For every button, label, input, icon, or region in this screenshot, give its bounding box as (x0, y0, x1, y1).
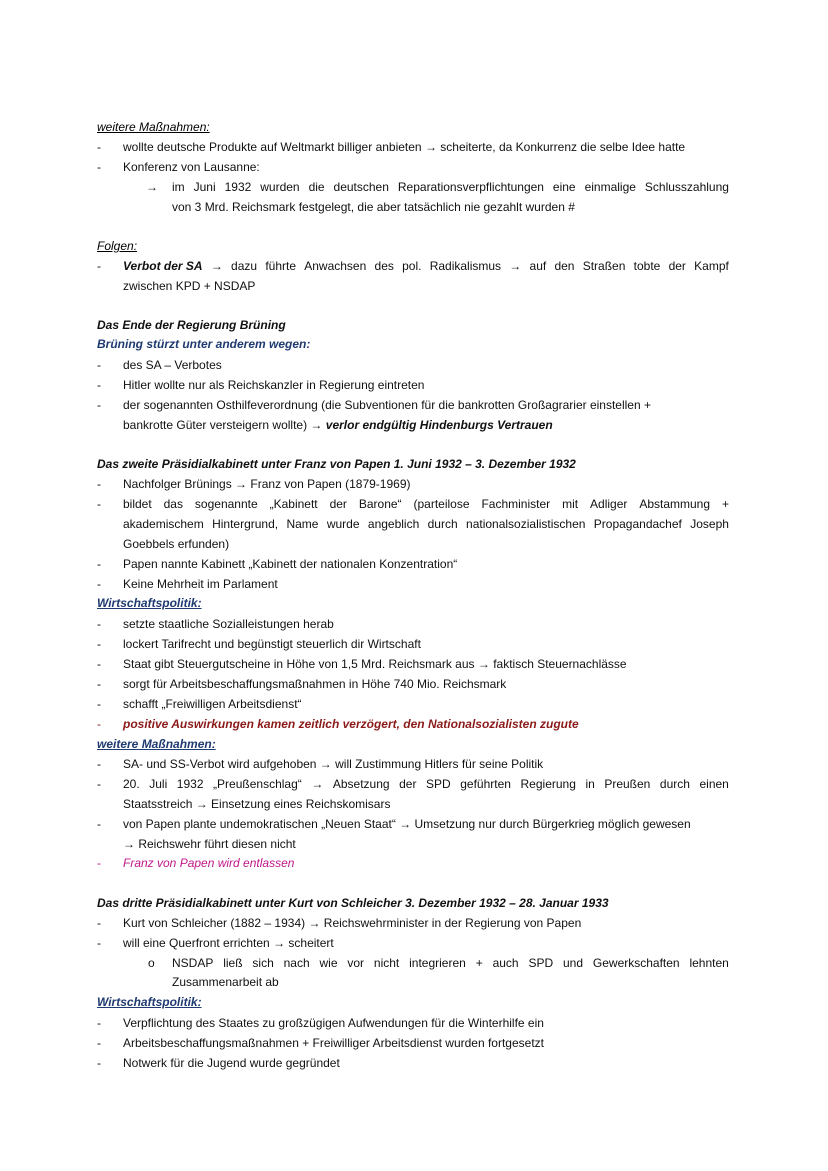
bullet-dash: - (97, 916, 101, 930)
sub-item-line-2: Zusammenarbeit ab (172, 975, 279, 989)
heading-weitere-massnahmen-1 (0, 117, 828, 137)
word: Hintergrund, (212, 517, 279, 531)
list-item-text: Konferenz von Lausanne: (123, 160, 260, 174)
word: angeblich (367, 517, 420, 531)
word: Gewerkschaften (592, 956, 680, 970)
word: führte (265, 259, 296, 273)
list-item-text: des SA – Verbotes (123, 358, 222, 372)
list-item-text: von Papen plante undemokratischen „Neuen Staat“ → Umsetzung nur durch Bürgerkrieg möglich gewesen (123, 817, 691, 831)
list-item-continued (0, 794, 828, 814)
bullet-dash: - (97, 378, 101, 392)
list-item-text: Notwerk für die Jugend wurde gegründet (123, 1056, 340, 1070)
bullet-dash: - (97, 757, 101, 771)
word: „Kabinett (269, 497, 318, 511)
section-title: Das zweite Präsidialkabinett unter Franz von Papen 1. Juni 1932 – 3. Dezember 1932 (97, 457, 576, 471)
list-item-line-3: Goebbels erfunden) (123, 537, 230, 551)
list-item (0, 474, 828, 494)
sub-item-line-1 (172, 953, 729, 973)
word: SPD (528, 956, 554, 970)
list-item-line-1 (123, 256, 729, 276)
sub-list-item-continued (0, 972, 828, 992)
word: + (721, 497, 729, 511)
word: nicht (373, 956, 400, 970)
bullet-dash: - (97, 717, 101, 731)
word: 20. (123, 777, 140, 791)
word: wurde (326, 517, 360, 531)
section-title-ende-bruening (0, 315, 828, 335)
word: wie (319, 956, 338, 970)
list-item-continued (0, 276, 828, 296)
list-item-text: SA- und SS-Verbot wird aufgehoben → will Zustimmung Hitlers für seine Politik (123, 757, 544, 771)
word: durch (427, 517, 458, 531)
list-item (0, 913, 828, 933)
word: wurden (260, 180, 300, 194)
word: Name (286, 517, 319, 531)
word: Joseph (690, 517, 729, 531)
bullet-dash: - (97, 259, 101, 273)
section-title-schleicher (0, 893, 828, 913)
sub-list-item (0, 953, 828, 973)
heading-text: Folgen: (97, 239, 138, 253)
word: Barone“ (358, 497, 402, 511)
word: deutschen (333, 180, 389, 194)
word: Absetzung (332, 777, 390, 791)
heading-text: Wirtschaftspolitik: (97, 995, 202, 1009)
list-item-text: Kurt von Schleicher (1882 – 1934) → Reichswehrminister in der Regierung von Papen (123, 916, 582, 930)
sub-list-item (0, 177, 828, 197)
list-item (0, 1053, 828, 1073)
list-item-text: Nachfolger Brünings → Franz von Papen (1879-1969) (123, 477, 411, 491)
heading-text: weitere Maßnahmen: (97, 120, 210, 134)
list-item-text: setzte staatliche Sozialleistungen herab (123, 617, 334, 631)
bullet-dash: - (97, 557, 101, 571)
list-item (0, 634, 828, 654)
list-item (0, 157, 828, 177)
list-item-continued (0, 514, 828, 534)
bullet-dash: - (97, 617, 101, 631)
circle-bullet-icon: o (148, 956, 155, 970)
word: Radikalismus (429, 259, 502, 273)
bullet-dash: - (97, 637, 101, 651)
word: Abstammung (639, 497, 711, 511)
word: → (311, 777, 324, 791)
word: nationalsozialistischen (466, 517, 586, 531)
word: Preußen (604, 777, 651, 791)
list-item (0, 654, 828, 674)
word: + (475, 956, 483, 970)
word: Reparationsverpflichtungen (397, 180, 544, 194)
bullet-dash: - (97, 1036, 101, 1050)
list-item-text: Staat gibt Steuergutscheine in Höhe von 1,5 Mrd. Reichsmark aus → faktisch Steuernachlässe (123, 657, 627, 671)
list-item-continued (0, 834, 828, 854)
word: der (329, 497, 347, 511)
list-item (0, 754, 828, 774)
word: Adliger (590, 497, 628, 511)
list-item-continued (0, 534, 828, 554)
bullet-dash: - (97, 1016, 101, 1030)
word: auch (492, 956, 519, 970)
bullet-dash: - (97, 936, 101, 950)
list-item (0, 375, 828, 395)
word: Straßen (582, 259, 626, 273)
bullet-dash: - (97, 1056, 101, 1070)
sub-list-item-continued (0, 197, 828, 217)
bullet-dash: - (97, 777, 101, 791)
bullet-dash: - (97, 856, 101, 870)
list-item-line-1 (123, 494, 729, 514)
list-item (0, 554, 828, 574)
word: im (172, 180, 185, 194)
list-item-text: Papen nannte Kabinett „Kabinett der nationalen Konzentration“ (123, 557, 458, 571)
heading-wirtschaftspolitik-2 (0, 992, 828, 1012)
word: 1932 (176, 777, 204, 791)
list-item (0, 494, 828, 514)
word: mit (562, 497, 579, 511)
word: → (509, 259, 522, 273)
list-item-text: der sogenannten Osthilfeverordnung (die Subventionen für die bankrotten Großagrarier einstellen + (123, 398, 651, 412)
list-item-text: Arbeitsbeschaffungsmaßnahmen + Freiwilliger Arbeitsdienst wurden fortgesetzt (123, 1036, 544, 1050)
word: des (374, 259, 394, 273)
bullet-dash: - (97, 160, 101, 174)
list-item-text: wollte deutsche Produkte auf Weltmarkt billiger anbieten → scheiterte, da Konkurrenz die selbe Idee hatte (123, 140, 686, 154)
list-item-text: will eine Querfront errichten → scheitert (123, 936, 334, 950)
sub-item-line-2: von 3 Mrd. Reichsmark festgelegt, die aber tatsächlich nie gezahlt wurden # (172, 200, 575, 214)
word: das (163, 497, 183, 511)
word: (parteilose (413, 497, 470, 511)
list-item (0, 137, 828, 157)
word: durch (659, 777, 690, 791)
list-item-line-1 (123, 774, 729, 794)
list-item-line-2: zwischen KPD + NSDAP (123, 279, 256, 293)
list-item (0, 674, 828, 694)
word: der (668, 259, 686, 273)
emphasis-text: verlor endgültig Hindenburgs Vertrauen (325, 418, 553, 432)
word: NSDAP (172, 956, 214, 970)
emphasis-text: Verbot der SA (123, 259, 203, 273)
bullet-dash: - (97, 497, 101, 511)
list-item (0, 694, 828, 714)
list-item-line-2 (123, 514, 729, 534)
word: nach (283, 956, 310, 970)
word: einen (699, 777, 729, 791)
bullet-dash: - (97, 140, 101, 154)
word: Schlusszahlung (644, 180, 729, 194)
list-item-text: sorgt für Arbeitsbeschaffungsmaßnahmen in Höhe 740 Mio. Reichsmark (123, 677, 507, 691)
list-item-text: Verpflichtung des Staates zu großzügigen Aufwendungen für die Winterhilfe ein (123, 1016, 544, 1030)
highlight-text: Franz von Papen wird entlassen (123, 856, 295, 870)
list-item-continued (0, 415, 828, 435)
plain-text: bankrotte Güter versteigern wollte) → (123, 418, 323, 432)
word: und (563, 956, 584, 970)
list-item-line-2: → Reichswehr führt diesen nicht (123, 837, 296, 851)
bullet-dash: - (97, 477, 101, 491)
word: bildet (123, 497, 152, 511)
word: integrieren (409, 956, 466, 970)
highlight-text: positive Auswirkungen kamen zeitlich verzögert, den Nationalsozialisten zugute (123, 717, 579, 731)
word: Juni (193, 180, 216, 194)
word: den (554, 259, 575, 273)
list-item (0, 574, 828, 594)
list-item (0, 933, 828, 953)
word: „Preußenschlag“ (213, 777, 302, 791)
word: → (210, 259, 223, 273)
word: eine (552, 180, 576, 194)
word: in (585, 777, 595, 791)
list-item (0, 355, 828, 375)
list-item (0, 614, 828, 634)
word: ließ (223, 956, 243, 970)
word: der (399, 777, 417, 791)
word: einmalige (584, 180, 636, 194)
section-title: Das dritte Präsidialkabinett unter Kurt von Schleicher 3. Dezember 1932 – 28. Januar 1933 (97, 896, 609, 910)
word: Anwachsen (304, 259, 367, 273)
bullet-dash: - (97, 398, 101, 412)
list-item-highlight (0, 853, 828, 873)
word: auf (529, 259, 547, 273)
word: geführten (460, 777, 511, 791)
word: pol. (402, 259, 422, 273)
list-item (0, 774, 828, 794)
word: 1932 (224, 180, 252, 194)
list-item (0, 814, 828, 834)
bullet-dash: - (97, 817, 101, 831)
list-item-line-2: Staatsstreich → Einsetzung eines Reichskomisars (123, 797, 391, 811)
heading-folgen (0, 236, 828, 256)
word: Regierung (520, 777, 576, 791)
word: Juli (149, 777, 168, 791)
word: sogenannte (194, 497, 258, 511)
list-item (0, 1013, 828, 1033)
bullet-dash: - (97, 677, 101, 691)
bullet-dash: - (97, 358, 101, 372)
word: akademischem (123, 517, 204, 531)
heading-weitere-massnahmen-2 (0, 734, 828, 754)
list-item-text: schafft „Freiwilligen Arbeitsdienst“ (123, 697, 302, 711)
section-title-papen (0, 454, 828, 474)
arrow-bullet-icon: → (146, 180, 158, 194)
word: Kampf (694, 259, 729, 273)
list-item-text: Hitler wollte nur als Reichskanzler in Regierung eintreten (123, 378, 425, 392)
word: SPD (426, 777, 451, 791)
list-item-line-2 (123, 415, 553, 435)
word: sich (252, 956, 274, 970)
word: Fachminister (481, 497, 551, 511)
list-item-text: lockert Tarifrecht und begünstigt steuerlich dir Wirtschaft (123, 637, 421, 651)
bullet-dash: - (97, 657, 101, 671)
subheading-bruening-stuerzt (0, 334, 828, 354)
heading-wirtschaftspolitik-1 (0, 593, 828, 613)
word: Propagandachef (593, 517, 682, 531)
word: die (308, 180, 325, 194)
bullet-dash: - (97, 577, 101, 591)
list-item-highlight (0, 714, 828, 734)
sub-item-line-1 (172, 177, 729, 197)
heading-text: weitere Maßnahmen: (97, 737, 216, 751)
subheading-text: Brüning stürzt unter anderem wegen: (97, 337, 311, 351)
heading-text: Wirtschaftspolitik: (97, 596, 202, 610)
word: vor (347, 956, 365, 970)
bullet-dash: - (97, 697, 101, 711)
section-title: Das Ende der Regierung Brüning (97, 318, 286, 332)
word: lehnten (689, 956, 729, 970)
list-item (0, 256, 828, 276)
word: tobte (633, 259, 661, 273)
list-item (0, 395, 828, 415)
word: dazu (231, 259, 258, 273)
list-item-text: Keine Mehrheit im Parlament (123, 577, 278, 591)
list-item (0, 1033, 828, 1053)
